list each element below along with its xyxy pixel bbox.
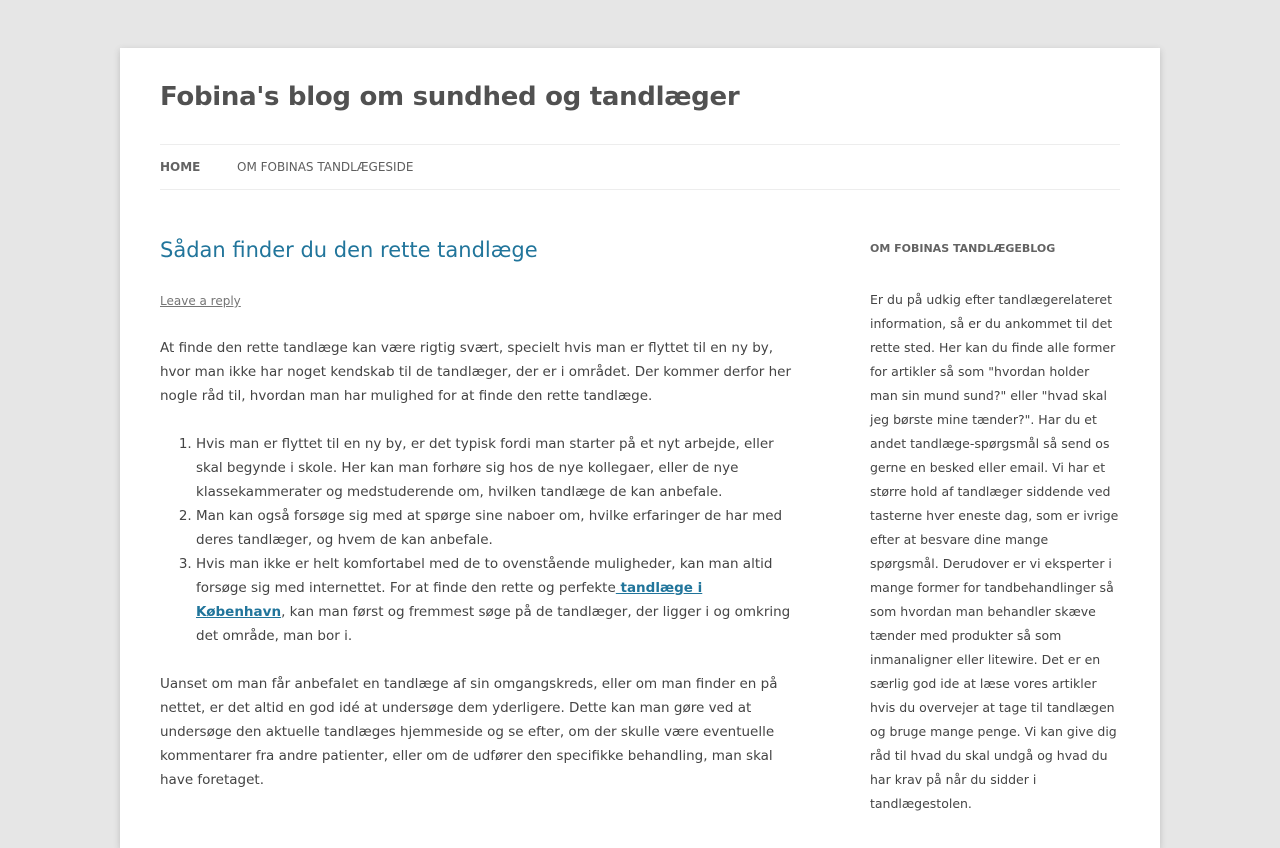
list-item: 1. Hvis man er flyttet til en ny by, er det typisk fordi man starter på et nyt arbejde, eller skal begynde i skole. Her kan man forhøre sig hos de nye kollegaer, eller de nye klassekammerater og medstuderende om, hvilken tandlæge de kan anbefale. bbox=[196, 432, 792, 504]
tandlaege-kobenhavn-link[interactable]: tandlæge i København bbox=[196, 580, 703, 620]
list-item-text: , kan man først og fremmest søge på de tandlæger, der ligger i og omkring det område, man bor i. bbox=[196, 604, 791, 644]
widget-text: Er du på udkig efter tandlægerelateret information, så er du ankommet til det rette sted. Her kan du finde alle former for artikler så som "hvordan holder man sin mund sund?" eller "hvad skal jeg børste mine tænder?". Har du et andet tandlæge-spørgsmål så send os gerne en besked eller email. Vi har et større hold af tandlæger siddende ved tasterne hver eneste dag, som er ivrige efter at besvare dine mange spørgsmål. Derudover er vi eksperter i mange former for tandbehandlinger så som hvordan man behandler skæve tænder med produkter så som inmanaligner eller litewire. Det er en særlig god ide at læse vores artikler hvis du overvejer at tage til tandlægen og bruge mange penge. Vi kan give dig råd til hvad du skal undgå og hvad du har krav på når du sidder i tandlægestolen. bbox=[870, 292, 1119, 811]
site-title[interactable]: Fobina's blog om sundhed og tandlæger bbox=[160, 82, 740, 112]
nav-item-home[interactable]: HOME bbox=[160, 160, 201, 174]
page-container bbox=[120, 48, 1160, 848]
widget-title: OM FOBINAS TANDLÆGEBLOG bbox=[870, 242, 1056, 255]
post-title[interactable]: Sådan finder du den rette tandlæge bbox=[160, 238, 538, 262]
main-navigation bbox=[160, 144, 1120, 190]
sidebar bbox=[870, 240, 1120, 816]
leave-reply-link[interactable]: Leave a reply bbox=[160, 294, 241, 308]
post-closing-paragraph: Uanset om man får anbefalet en tandlæge af sin omgangskreds, eller om man finder en på nettet, er det altid en god idé at undersøge dem yderligere. Dette kan man gøre ved at undersøge den aktuelle tandlæges hjemmeside og se efter, om der skulle være eventuelle kommentarer fra andre patienter, eller om de udfører den specifikke behandling, man skal have foretaget. bbox=[160, 676, 778, 788]
tips-list bbox=[196, 432, 792, 648]
list-item: 2. Man kan også forsøge sig med at spørge sine naboer om, hvilke erfaringer de har med deres tandlæger, og hvem de kan anbefale. bbox=[196, 504, 792, 552]
nav-item-om-fobinas-tandlaegeside[interactable]: OM FOBINAS TANDLÆGESIDE bbox=[237, 160, 414, 174]
post-content bbox=[160, 336, 792, 816]
post-intro-paragraph: At finde den rette tandlæge kan være rigtig svært, specielt hvis man er flyttet til en ny by, hvor man ikke har noget kendskab til de tandlæger, der er i området. Der kommer derfor her nogle råd til, hvordan man har mulighed for at finde den rette tandlæge. bbox=[160, 340, 792, 404]
list-item-text: Hvis man ikke er helt komfortabel med de to ovenstående muligheder, kan man altid forsøge sig med internettet. For at finde den rette og perfekte bbox=[196, 556, 773, 596]
list-item bbox=[196, 552, 792, 648]
